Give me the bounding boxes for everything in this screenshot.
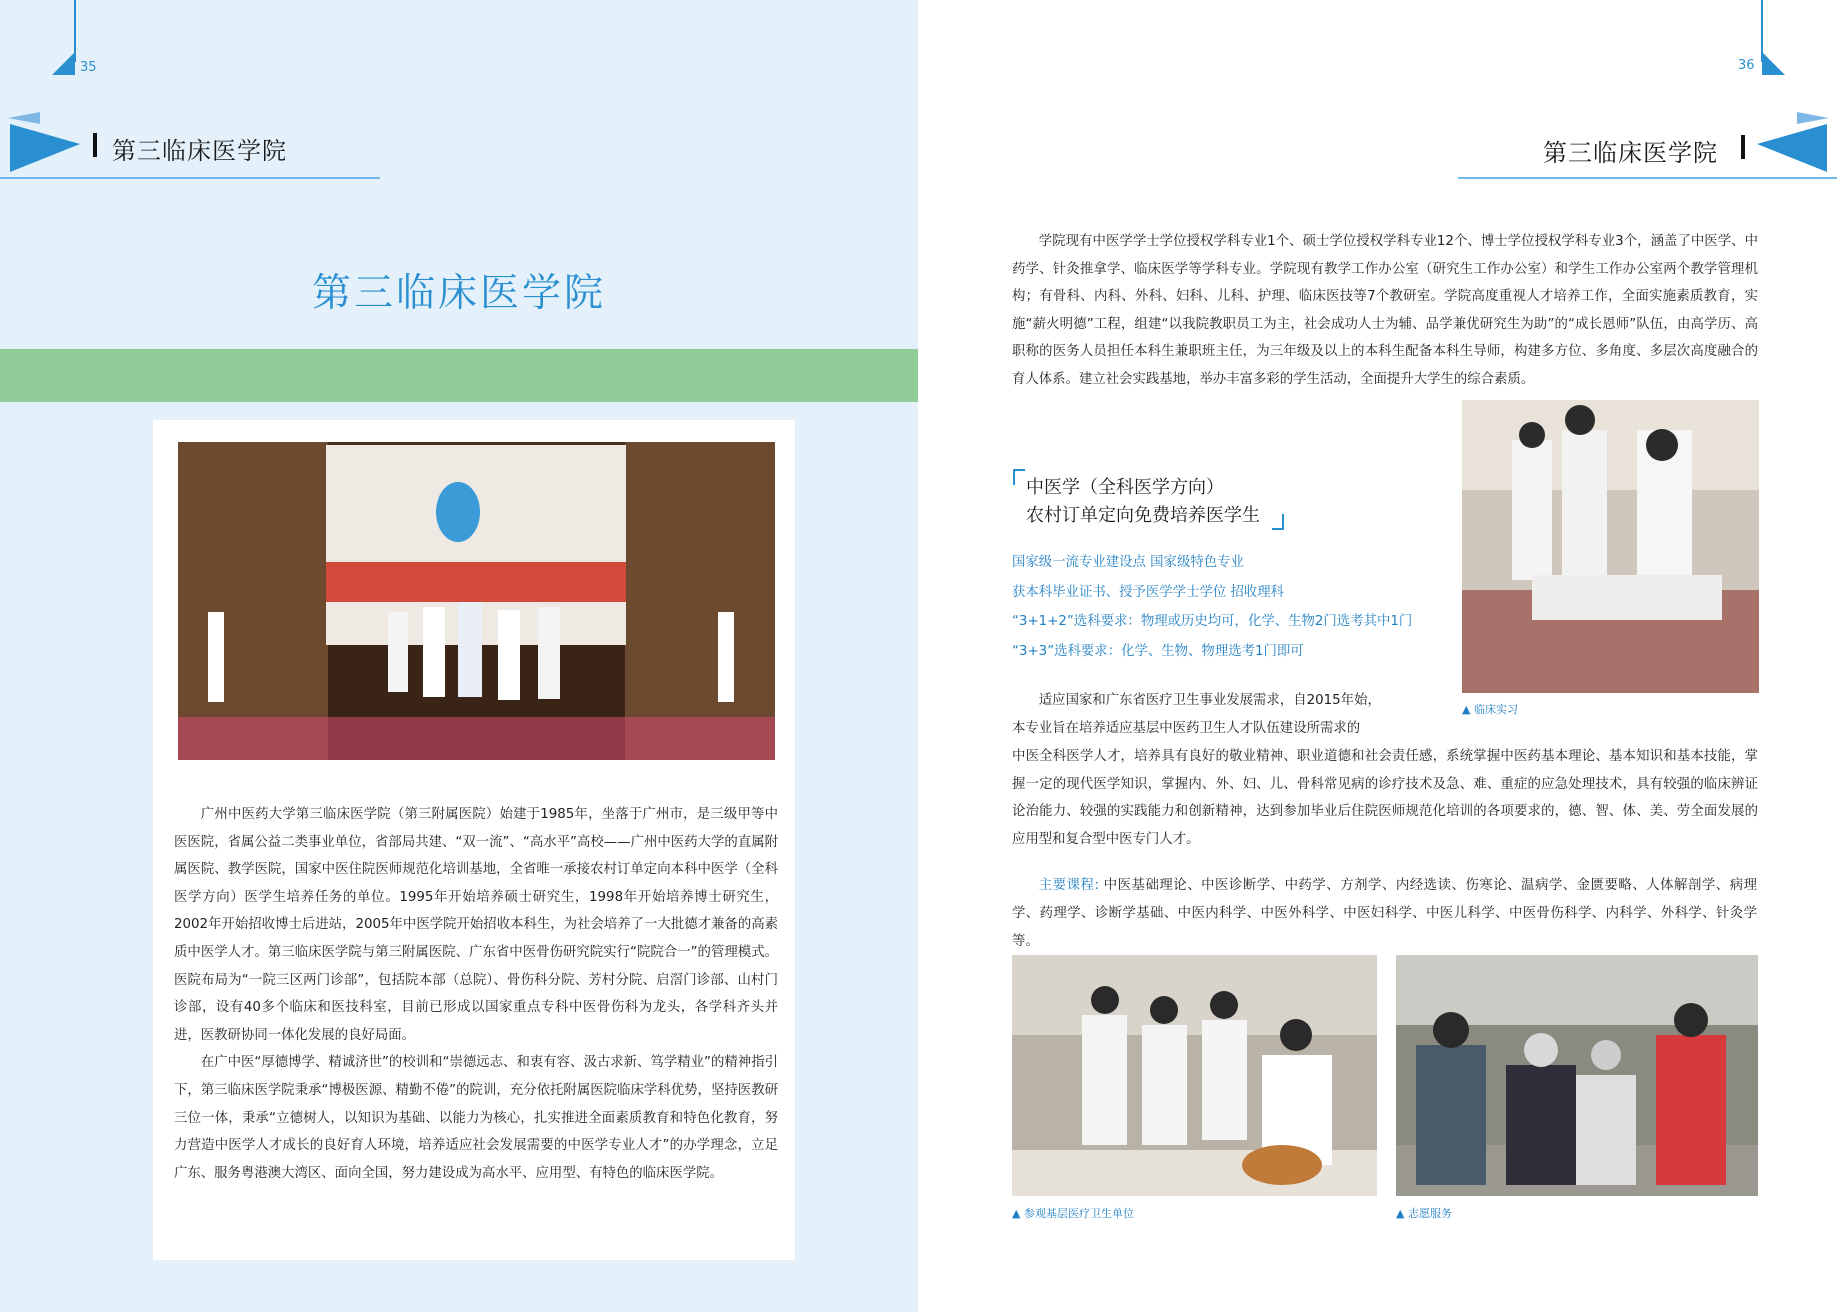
main-courses [1012,872,1757,956]
left-page [0,0,918,1312]
caption-visit: ▲ 参观基层医疗卫生单位 [1012,1207,1134,1220]
heading-corner-bottom-right [1272,514,1284,530]
header-title: 第三临床医学院 [112,137,287,165]
top-paragraph [1012,228,1758,394]
header-bar [93,133,97,157]
intro-text [174,801,778,1187]
page-title: 第三临床医学院 [311,271,606,316]
feature-item: “3+1+2”选科要求：物理或历史均可，化学、生物2门选考其中1门 [1012,614,1413,629]
intro-paragraph: 广州中医药大学第三临床医学院（第三附属医院）始建于1985年，坐落于广州市，是三级甲等中医医院，省属公益二类事业单位，省部局共建、“双一流”、“高水平”高校——广州中医药大学的直属附属医院、教学医院，国家中医住院医师规范化培训基地，全省唯一承接农村订单定向本科中医学（全科医学方向）医学生培养任务的单位。1995年开始培养硕士研究生，1998年开始培养博士研究生，2002年开始招收博士后进站，2005年中医学院开始招收本科生，为社会培养了一大批德才兼备的高素质中医学人才。第三临床医学院与第三附属医院、广东省中医骨伤研究院实行“院院合一”的管理模式。医院布局为“一院三区两门诊部”，包括院本部（总院）、骨伤科分院、芳村分院、启滘门诊部、山村门诊部，设有40多个临床和医技科室，目前已形成以国家重点专科中医骨伤科为龙头，各学科齐头并进，医教研协同一体化发展的良好局面。 [174,807,778,1043]
header-line [0,177,380,179]
feature-list [1012,548,1412,666]
program-line-1: 适应国家和广东省医疗卫生事业发展需求，自2015年始， [1038,693,1381,708]
feature-item: 获本科毕业证书、授予医学学士学位 招收理科 [1012,584,1285,600]
visit-photo [1012,955,1377,1196]
feature-item: 国家级一流专业建设点 国家级特色专业 [1012,555,1244,570]
ceremony-photo [178,442,775,760]
feature-item: “3+3”选科要求：化学、生物、物理选考1门即可 [1012,643,1304,659]
course-text: 中医基础理论、中医诊断学、中药学、方剂学、内经选读、伤寒论、温病学、金匮要略、人体解剖学、病理学、药理学、诊断学基础、中医内科学、中医外科学、中医妇科学、中医儿科学、中医骨伤科学、内科学、外科学、针灸学等。 [1012,878,1757,949]
section-heading [1026,474,1260,530]
volunteer-photo [1396,955,1758,1196]
header-title: 第三临床医学院 [1543,139,1718,167]
caption-clinical: ▲ 临床实习 [1462,703,1518,716]
header-line [1458,177,1837,179]
clinical-practice-photo [1462,400,1759,693]
program-rest: 中医全科医学人才，培养具有良好的敬业精神、职业道德和社会责任感，系统掌握中医药基本理论、基本知识和基本技能，掌握一定的现代医学知识，掌握内、外、妇、儿、骨科常见病的诊疗技术及急、难、重症的应急处理技术，具有较强的临床辨证论治能力、较强的实践能力和创新精神，达到参加毕业后住院医师规范化培训的各项要求的，德、智、体、美、劳全面发展的应用型和复合型中医专门人才。 [1012,749,1758,847]
section-heading-line2: 农村订单定向免费培养医学生 [1026,505,1260,526]
green-band [0,349,918,402]
program-paragraph-start [1012,687,1442,742]
section-heading-line1: 中医学（全科医学方向） [1026,477,1224,498]
caption-volunteer: ▲ 志愿服务 [1396,1207,1452,1220]
program-line-2: 本专业旨在培养适应基层中医药卫生人才队伍建设所需求的 [1012,720,1361,736]
course-label: 主要课程: [1038,878,1099,893]
page-number: 36 [1738,58,1755,73]
heading-corner-top-left [1013,469,1025,485]
header-bar [1741,135,1745,159]
page-number: 35 [80,60,97,75]
top-paragraph-text: 学院现有中医学学士学位授权学科专业1个、硕士学位授权学科专业12个、博士学位授权学科专业3个，涵盖了中医学、中药学、针灸推拿学、临床医学等学科专业。学院现有教学工作办公室（研究生工作办公室）和学生工作办公室两个教学管理机构；有骨科、内科、外科、妇科、儿科、护理、临床医技等7个教研室。学院高度重视人才培养工作，全面实施素质教育，实施“薪火明德”工程，组建“以我院教职员工为主，社会成功人士为辅、品学兼优研究生为助”的“成长恩师”队伍，由高学历、高职称的医务人员担任本科生兼职班主任，为三年级及以上的本科生配备本科生导师，构建多方位、多角度、多层次高度融合的育人体系。建立社会实践基地，举办丰富多彩的学生活动，全面提升大学生的综合素质。 [1012,234,1758,387]
intro-paragraph: 在广中医“厚德博学、精诚济世”的校训和“崇德远志、和衷有容、汲古求新、笃学精业”的精神指引下，第三临床医学院秉承“博极医源、精勤不倦”的院训，充分依托附属医院临床学科优势，坚持医教研三位一体，秉承“立德树人，以知识为基础、以能力为核心，扎实推进全面素质教育和特色化教育，努力营造中医学人才成长的良好育人环境，培养适应社会发展需要的中医学专业人才”的办学理念，立足广东、服务粤港澳大湾区、面向全国，努力建设成为高水平、应用型、有特色的临床医学院。 [174,1055,778,1181]
program-paragraph-rest [1012,743,1758,853]
